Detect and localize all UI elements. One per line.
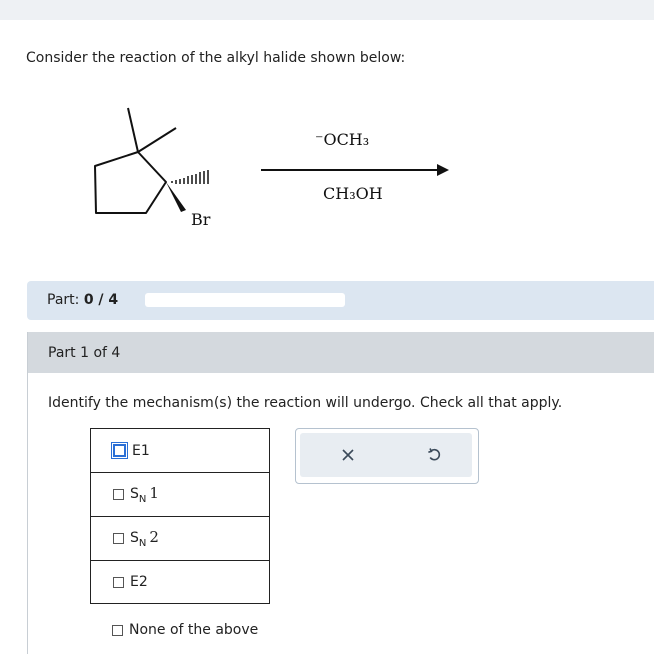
options-table bbox=[90, 428, 270, 604]
option-e2[interactable] bbox=[90, 560, 270, 604]
action-panel bbox=[295, 428, 479, 484]
checkbox-none[interactable] bbox=[112, 625, 123, 636]
top-bar bbox=[0, 0, 654, 20]
reagent-bottom: CH₃OH bbox=[323, 184, 383, 203]
option-sn2-label: $S_N$ 2 bbox=[130, 528, 159, 549]
option-sn2[interactable] bbox=[90, 516, 270, 560]
checkbox-e2[interactable] bbox=[113, 577, 124, 588]
part-progress-label: Part: 0 / 4 bbox=[47, 292, 119, 308]
part-progress-bar bbox=[27, 281, 654, 320]
solid-wedge-bond bbox=[166, 182, 186, 212]
hashed-wedge-bond bbox=[172, 170, 208, 184]
instruction-text: Identify the mechanism(s) the reaction will undergo. Check all that apply. bbox=[48, 395, 563, 411]
option-sn1-label: $S_N$ 1 bbox=[130, 484, 159, 505]
x-icon[interactable] bbox=[338, 445, 358, 465]
methyl-bond-2 bbox=[138, 128, 176, 152]
arrow-head bbox=[437, 164, 449, 176]
option-none-label: None of the above bbox=[129, 622, 259, 638]
reagent-top: ⁻OCH₃ bbox=[315, 130, 370, 149]
option-none[interactable] bbox=[112, 622, 258, 638]
progress-track bbox=[145, 293, 345, 307]
alkyl-halide-structure bbox=[80, 100, 240, 240]
option-e2-label: E2 bbox=[130, 574, 148, 590]
checkbox-sn1[interactable] bbox=[113, 489, 124, 500]
arrow-line bbox=[261, 169, 439, 171]
option-sn1[interactable] bbox=[90, 472, 270, 516]
part-header bbox=[28, 332, 654, 373]
ring-bonds bbox=[95, 152, 166, 213]
methyl-bond-1 bbox=[128, 108, 138, 152]
action-panel-inner bbox=[300, 433, 472, 477]
part-progress-value: 0 / 4 bbox=[83, 292, 119, 308]
option-e1[interactable] bbox=[90, 428, 270, 472]
undo-icon[interactable] bbox=[424, 445, 444, 465]
checkbox-sn2[interactable] bbox=[113, 533, 124, 544]
reaction-arrow bbox=[255, 120, 455, 220]
question-text: Consider the reaction of the alkyl halide shown below: bbox=[26, 50, 406, 66]
option-e1-label: E1 bbox=[132, 442, 150, 459]
part-header-text: Part 1 of 4 bbox=[48, 345, 121, 361]
checkbox-e1[interactable] bbox=[113, 444, 126, 457]
bromine-label: Br bbox=[191, 210, 211, 229]
